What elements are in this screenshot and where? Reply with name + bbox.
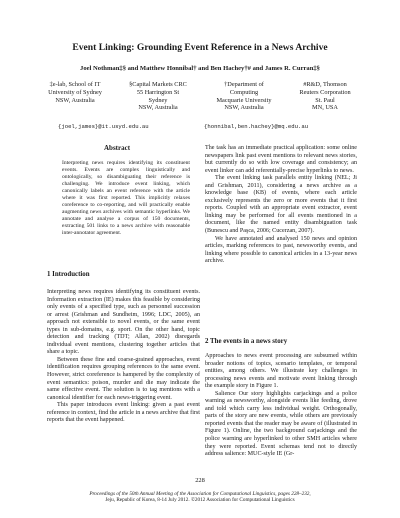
affiliation-line: Macquarie University	[216, 96, 272, 104]
body-paragraph: Salience Our story highlights carjackings and a police warning as newsworthy, alongside events like feeding, drove and told which carry less individual weight. Orthogonally, parts of the story are new events, while others are previously reported events that the reader may be aware of (illustrated in Figure 1). Online, the two background carjackings and the police warning are hyperlinked to other SMH articles where they were reported. Event schemas tend not to directly address salience: MUC-style IE (Gr-	[205, 390, 357, 458]
affiliation-line: NSW, Australia	[138, 104, 178, 112]
affiliation-thomson-reuters	[286, 81, 364, 112]
affiliation-macquarie	[205, 81, 283, 112]
affiliation-line: 55 Harrington St	[136, 88, 180, 96]
body-paragraph: Interpreting news requires identifying its constituent events. Information extraction (IE) makes this feasible by considering only events of a specified type, such as personnel succession or arrest (Grishman and Sundheim, 1996; LDC, 2005), an approach not extensible to novel events, or the same event types in sub-domains, e.g. sport. On the other hand, topic detection and tracking (TDT; Allan, 2002) disregards individual event mentions, clustering together articles that share a topic.	[47, 289, 200, 356]
body-paragraph: Between these fine and coarse-grained approaches, event identification requires grouping references to the same event. However, strict coreference is hampered by the complexity of event semantics: poison, murder and die may indicate the same effective event. The solution is to tag mentions with a canonical identifier for each news-triggering event.	[47, 356, 200, 401]
affiliation-line: Reuters Corporation	[299, 88, 351, 96]
body-paragraph: The task has an immediate practical application: some online newspapers link past event mentions to relevant news stories, but currently do so with low coverage and consistency; an event linker can add referentially-precise hyperlinks to news.	[205, 145, 357, 174]
paper-title: Event Linking: Grounding Event Reference in a News Archive	[72, 42, 328, 53]
introduction-continued	[205, 145, 357, 266]
affiliation-line: †Department of	[224, 81, 264, 88]
email-macquarie: {honnibal,ben.hachey}@mq.edu.au	[204, 123, 309, 130]
affiliation-line: ‡e-lab, School of IT	[49, 81, 101, 88]
affiliation-line: §Capital Markets CRC	[129, 81, 187, 88]
author-line: Joel Nothman‡§ and Matthew Honnibal† and Ben Hachey†# and James R. Curran‡§	[80, 65, 320, 72]
footer-line: Jeju, Republic of Korea, 8-14 July 2012. ©2012 Association for Computational Linguistics	[105, 497, 295, 504]
affiliation-line: #R&D, Thomson	[303, 81, 347, 88]
body-paragraph: Approaches to news event processing are subsumed within broader notions of topics, scenario templates, or temporal entities, among others. We illustrate key challenges in processing news events and motivate event linking through the example story in Figure 1.	[205, 353, 357, 390]
page-number: 228	[195, 477, 205, 484]
affiliation-sydney	[38, 81, 112, 104]
body-paragraph: This paper introduces event linking: given a past event reference in context, find the article in a news archive that first reports that the event happened.	[47, 402, 200, 424]
affiliation-line: NSW, Australia	[224, 104, 264, 112]
affiliation-line: University of Sydney	[48, 88, 102, 96]
proceedings-footer	[0, 491, 400, 504]
footer-line: Proceedings of the 50th Annual Meeting of the Association for Computational Linguistics, pages 228–232,	[89, 491, 311, 497]
affiliation-cmcrc	[118, 81, 198, 112]
body-paragraph: We have annotated and analysed 150 news and opinion articles, marking references to past, newsworthy events, and linking where possible to canonical articles in a 13-year news archive.	[205, 235, 357, 265]
events-section-body	[205, 353, 357, 459]
abstract-body	[62, 160, 190, 236]
affiliation-line: Computing	[229, 88, 259, 96]
introduction-body	[47, 289, 200, 425]
affiliation-line: Sydney	[148, 96, 168, 104]
affiliation-line: MN, USA	[312, 104, 338, 112]
affiliation-line: St. Paul	[315, 96, 335, 104]
abstract-paragraph: Interpreting news requires identifying its constituent events. Events are complex linguistically and ontologically, so disambiguating their reference is challenging. We introduce event linking, which canonically labels an event reference with the article where it was first reported. This implicitly relaxes coreference to co-reporting, and will practically enable augmenting news archives with semantic hyperlinks. We annotate and analyse a corpus of 150 documents, extracting 501 links to a news archive with reasonable inter-annotator agreement.	[62, 160, 190, 236]
body-paragraph: The event linking task parallels entity linking (NEL; Ji and Grishman, 2011), considering a news archive as a knowledge base (KB) of events, where each article exclusively represents the zero or more events that it first reports. Coupled with an appropriate event extractor, event linking may be performed for all events mentioned in a document, like the named entity disambiguation task (Bunescu and Paşca, 2006; Cucerzan, 2007).	[205, 175, 357, 235]
email-sydney: {joel,james}@it.usyd.edu.au	[58, 123, 149, 130]
section-heading-events: 2 The events in a news story	[205, 338, 288, 345]
affiliation-line: NSW, Australia	[55, 96, 95, 104]
abstract-heading: Abstract	[104, 144, 131, 152]
section-heading-introduction: 1 Introduction	[47, 271, 90, 278]
